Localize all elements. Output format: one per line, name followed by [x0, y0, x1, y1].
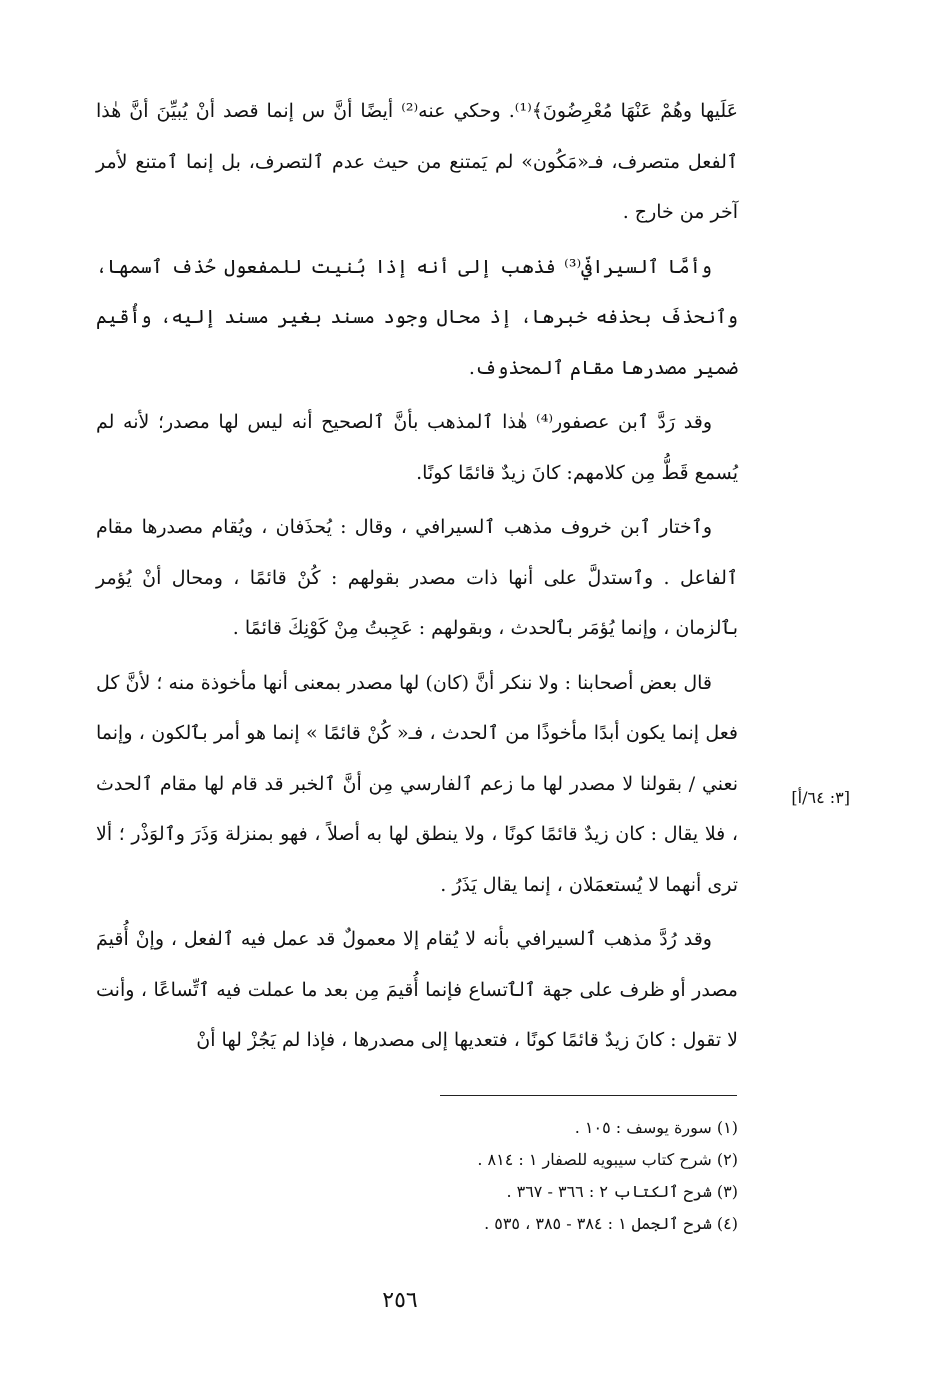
paragraph-5: قال بعض أصحابنا : ولا ننكر أنَّ (كان) لها مصدر بمعنى أنها مأخوذة منه ؛ لأنَّ كل فعل إنما يكون أبدًا مأخوذًا من ٱلحدث ، فـ« كُنْ قائمًا » إنما هو أمر بٱلكون ، وإنما نعني / بقولنا لا مصدر لها ما زعم ٱلفارسي مِن أنَّ ٱلخبر قد قام لها مقام ٱلحدث ، فلا يقال : كان زيدٌ قائمًا كونًا ، ولا ينطق لها به أصلاً ، فهو بمنزلة وَذَرَ وٱلوَذْر ؛ ألا ترى أنهما لا يُستعمَلان ، إنما يقال يَذَرُ . [96, 671, 738, 896]
footnote-3: (٣) شرح ٱلكتاب ٢ : ٣٦٦ - ٣٦٧ . [506, 1182, 738, 1201]
footnote-1: (١) سورة يوسف : ١٠٥ . [574, 1118, 738, 1137]
footnotes [300, 1112, 738, 1240]
paragraph-3: وقد رَدَّ ٱبن عصفور⁽⁴⁾ هٰذا ٱلمذهب بأنَّ ٱلصحيح أنه ليس لها مصدر؛ لأنه لم يُسمع قَطُّ مِن كلامهم: كانَ زيدٌ قائمًا كونًا. [96, 411, 738, 484]
paragraph-6: وقد رُدَّ مذهب ٱلسيرافي بأنه لا يُقام إلا معمولٌ قد عمل فيه ٱلفعل ، وإنْ أُقيمَ مصدر أو ظرف على جهة ٱلٱتساع فإنما أُقيمَ مِن بعد ما عملت فيه ٱتِّساعًا ، وأنت لا تقول : كانَ زيدٌ قائمًا كونًا ، فتعديها إلى مصدرها ، فإذا لم يَجُزْ لها أنْ [96, 928, 738, 1051]
paragraph-4: وٱختار ٱبن خروف مذهب ٱلسيرافي ، وقال : يُحذَفان ، ويُقام مصدرها مقام ٱلفاعل . وٱستدلَّ على أنها ذات مصدر بقولهم : كُنْ قائمًا ، ومحال أنْ يُؤمر بٱلزمان ، وإنما يُؤمَر بٱلحدث ، وبقولهم : عَجِبتُ مِنْ كَوْنِكَ قائمًا . [96, 516, 738, 639]
footnote-2: (٢) شرح كتاب سيبويه للصفار ١ : ٨١٤ . [477, 1150, 738, 1169]
paragraph-2: وأمَّا ٱلسيرافيّ⁽³⁾ فذهب إلى أنه إذا بُنيت للمفعول حُذف ٱسمها، وٱنحذفَ بحذفه خبرها، إذ محال وجود مسند بغير مسند إليه، وأُقيم ضمير مصدرها مقام ٱلمحذوف. [96, 255, 738, 379]
footnote-divider [440, 1095, 737, 1096]
page-number: ٢٥٦ [382, 1288, 418, 1313]
margin-manuscript-reference: [٣: ٦٤/أ] [791, 788, 850, 807]
paragraph-1: عَلَيها وهُمْ عَنْهَا مُعْرِضُونَ﴾⁽¹⁾. وحكي عنه⁽²⁾ أيضًا أنَّ س إنما قصد أنْ يُبيِّنَ أنَّ هٰذا ٱلفعل متصرف، فـ«مَكُون» لم يَمتنع من حيث عدم ٱلتصرف، بل إنما ٱمتنع لأمر آخر من خارج . [96, 100, 738, 223]
main-text [96, 86, 738, 1070]
footnote-4: (٤) شرح ٱلجمل ١ : ٣٨٤ - ٣٨٥ ، ٥٣٥ . [484, 1214, 738, 1233]
